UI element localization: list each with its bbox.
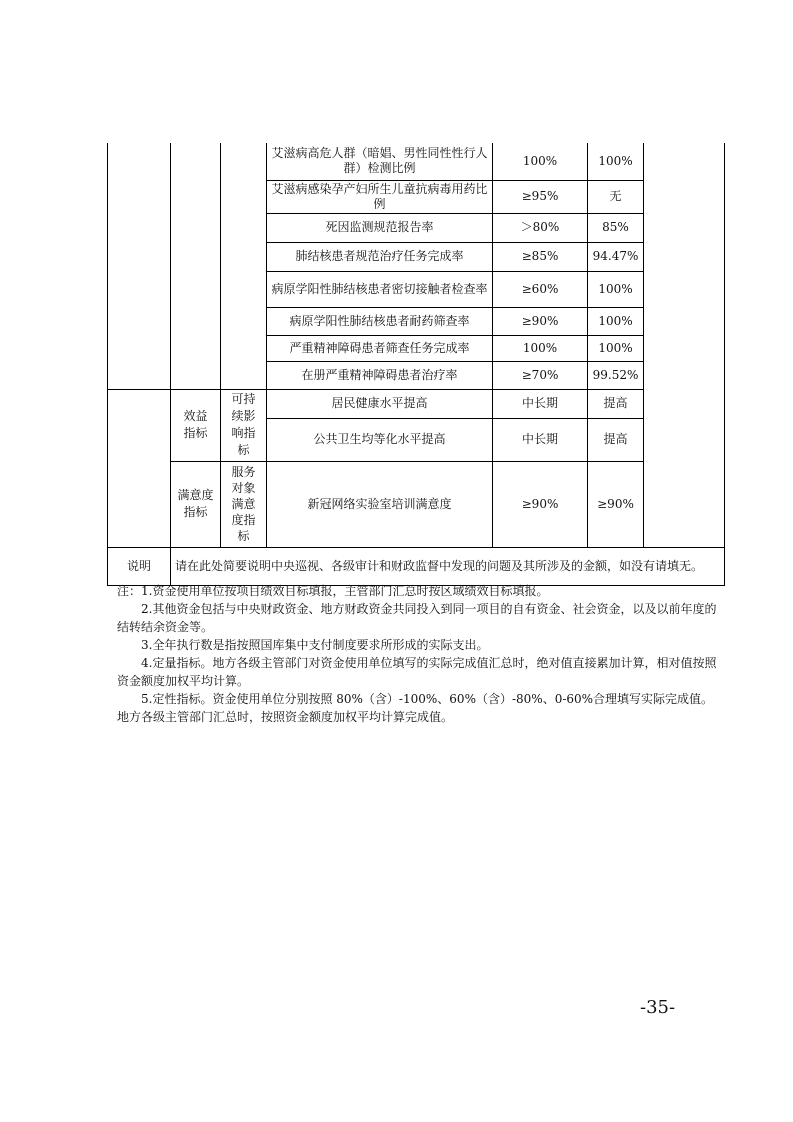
- performance-table: [107, 143, 725, 586]
- actual-cell: 提高: [588, 389, 644, 418]
- actual-cell: 提高: [588, 418, 644, 461]
- actual-cell: 99.52%: [588, 361, 644, 389]
- benefit-subcategory-label: 可持续影响指标: [231, 392, 256, 457]
- target-cell: ≥85%: [493, 242, 588, 271]
- actual-cell: 100%: [588, 335, 644, 361]
- benefit-subcategory-cell: [221, 389, 267, 461]
- metric-cell: 严重精神障碍患者筛查任务完成率: [267, 335, 493, 361]
- target-cell: ≥70%: [493, 361, 588, 389]
- table-row: [108, 143, 725, 180]
- satisfaction-subcategory-label: 服务对象满意度指标: [231, 465, 256, 543]
- blank-level2-cell: [171, 143, 221, 389]
- target-cell: ≥90%: [493, 307, 588, 335]
- metric-cell: 艾滋病高危人群（暗娼、男性同性性行人群）检测比例: [267, 143, 493, 180]
- blank-level1-cell: [108, 389, 171, 547]
- target-cell: 中长期: [493, 418, 588, 461]
- actual-cell: 94.47%: [588, 242, 644, 271]
- actual-cell: 100%: [588, 143, 644, 180]
- metric-cell: 在册严重精神障碍患者治疗率: [267, 361, 493, 389]
- remark-column-cell: [644, 143, 725, 547]
- actual-cell: ≥90%: [588, 461, 644, 547]
- footnote-3: 3.全年执行数是指按照国库集中支付制度要求所形成的实际支出。: [141, 638, 489, 652]
- metric-cell: 病原学阳性肺结核患者密切接触者检查率: [267, 271, 493, 307]
- satisfaction-category-label: 满意度指标: [177, 488, 214, 519]
- target-cell: 100%: [493, 335, 588, 361]
- table-row: [108, 389, 725, 418]
- metric-cell: 艾滋病感染孕产妇所生儿童抗病毒用药比例: [267, 180, 493, 213]
- table-row: [108, 547, 725, 585]
- page-number: -35-: [640, 997, 676, 1018]
- benefit-category-label: 效益指标: [183, 409, 208, 440]
- target-cell: 中长期: [493, 389, 588, 418]
- metric-cell: 居民健康水平提高: [267, 389, 493, 418]
- note-label-cell: 说明: [108, 547, 171, 585]
- satisfaction-subcategory-cell: [221, 461, 267, 547]
- metric-cell: 病原学阳性肺结核患者耐药筛查率: [267, 307, 493, 335]
- actual-cell: 100%: [588, 271, 644, 307]
- target-cell: ≥95%: [493, 180, 588, 213]
- metric-cell: 公共卫生均等化水平提高: [267, 418, 493, 461]
- footnote-2: 2.其他资金包括与中央财政资金、地方财政资金共同投入到同一项目的自有资金、社会资金，以及以前年度的结转结余资金等。: [117, 602, 717, 634]
- benefit-category-cell: [171, 389, 221, 461]
- blank-level1-cell: [108, 143, 171, 389]
- target-cell: 100%: [493, 143, 588, 180]
- actual-cell: 85%: [588, 213, 644, 242]
- metric-cell: 新冠网络实验室培训满意度: [267, 461, 493, 547]
- target-cell: ≥90%: [493, 461, 588, 547]
- target-cell: ≥60%: [493, 271, 588, 307]
- metric-cell: 肺结核患者规范治疗任务完成率: [267, 242, 493, 271]
- actual-cell: 100%: [588, 307, 644, 335]
- footnotes: [117, 582, 723, 726]
- note-text-cell: 请在此处简要说明中央巡视、各级审计和财政监督中发现的问题及其所涉及的金额，如没有请填无。: [171, 547, 725, 585]
- footnote-1: 注：1.资金使用单位按项目绩效目标填报，主管部门汇总时按区域绩效目标填报。: [117, 584, 549, 598]
- footnote-5: 5.定性指标。资金使用单位分别按照 80%（含）-100%、60%（含）-80%、0-60%合理填写实际完成值。地方各级主管部门汇总时，按照资金额度加权平均计算完成值。: [117, 692, 714, 724]
- footnote-4: 4.定量指标。地方各级主管部门对资金使用单位填写的实际完成值汇总时，绝对值直接累加计算，相对值按照资金额度加权平均计算。: [117, 656, 717, 688]
- satisfaction-category-cell: [171, 461, 221, 547]
- blank-level3-cell: [221, 143, 267, 389]
- target-cell: ＞80%: [493, 213, 588, 242]
- table-row: [108, 461, 725, 547]
- metric-cell: 死因监测规范报告率: [267, 213, 493, 242]
- actual-cell: 无: [588, 180, 644, 213]
